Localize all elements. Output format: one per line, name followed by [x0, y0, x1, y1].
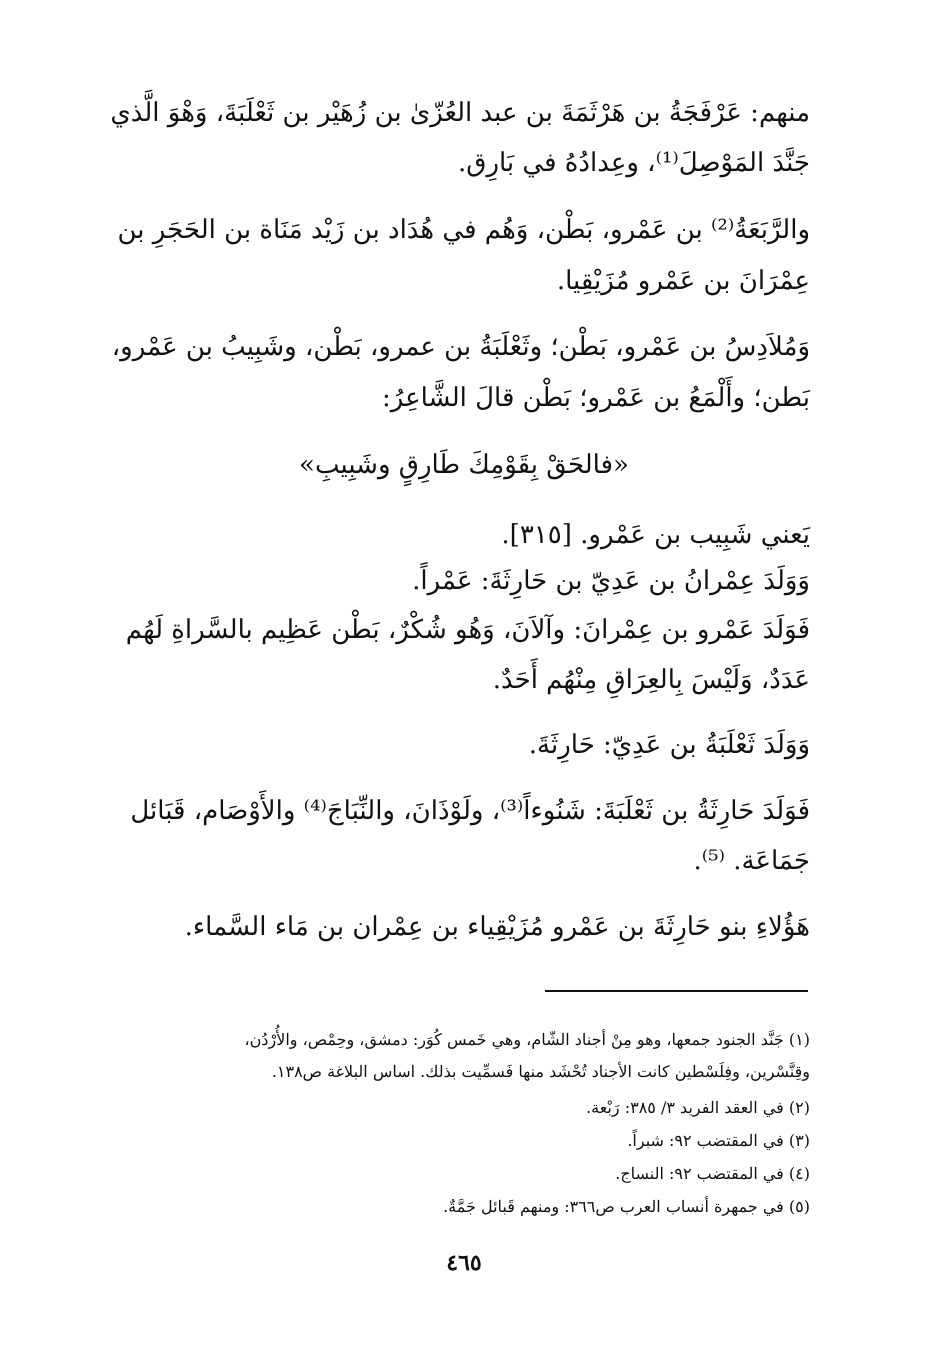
text-line-12: وَوَلَدَ ثَعْلَبَةُ بن عَدِيّ: حَارِثَةَ. — [528, 730, 810, 760]
text-line-6: بَطن؛ وأَلْمَعُ بن عَمْرو؛ بَطْن قالَ الشَّاعِرُ: — [382, 383, 810, 413]
footnote-1: (١) جَنَّد الجنود جمعها، وهو مِنْ أجناد الشّام، وهي خَمس كُوَر: دمشق، وحِمْص، والأُرْدُن، — [244, 1030, 810, 1049]
text-line-9: وَوَلَدَ عِمْرانُ بن عَدِيّ بن حَارِثَةَ: عَمْراً. — [412, 566, 810, 596]
text-line-15: هَؤُلاءِ بنو حَارِثَةَ بن عَمْرو مُزَيْقِياء بن عِمْران بن مَاء السَّماء. — [184, 912, 810, 942]
footnote-5: (٥) في جمهرة أنساب العرب ص٣٦٦: ومنهم قَبائل جَمَّةٌ. — [443, 1197, 810, 1216]
verse-line: «فالحَقْ بِقَوْمِكَ طَارِقٍ وشَبِيبِ» — [299, 450, 629, 480]
text-line-2: جَنَّدَ المَوْصِلَ⁽¹⁾، وعِدادُهُ في بَارِق. — [458, 148, 810, 178]
text-line-8: يَعني شَبِيب بن عَمْرو. [٣١٥]. — [501, 520, 810, 550]
footnote-divider — [545, 990, 808, 992]
page-number: ٤٦٥ — [446, 1250, 482, 1276]
text-line-13: فَوَلَدَ حَارِثَةُ بن ثَعْلَبَةَ: شَنُوءاً⁽³⁾، ولَوْذَانَ، والنِّبَاجَ⁽⁴⁾ والأَوْصَام، قَبَائل — [130, 796, 810, 826]
text-line-3: والرَّبَعَةُ⁽²⁾ بن عَمْرو، بَطْن، وَهُم في هُدَاد بن زَيْد مَنَاة بن الحَجَرِ بن — [117, 215, 810, 245]
text-line-1: منهم: عَرْفَجَةُ بن هَرْثَمَةَ بن عبد العُزّىٰ بن زُهَيْر بن ثَعْلَبَةَ، وَهْوَ الَّذي — [110, 98, 810, 128]
footnote-3: (٣) في المقتضب ٩٢: شبراً. — [627, 1131, 810, 1150]
text-line-14: جَمَاعَة. ⁽⁵⁾. — [693, 846, 810, 876]
footnote-1-cont: وقِنَّسْرين، وفِلَسْطين كانت الأجناد تُحْشَد منها فَسمِّيت بذلك. اساس البلاغة ص١٣٨. — [271, 1062, 810, 1081]
footnote-2: (٢) في العقد الفريد ٣/ ٣٨٥: رَبْعة. — [586, 1098, 810, 1117]
footnote-4: (٤) في المقتضب ٩٢: النساج. — [615, 1164, 810, 1183]
text-line-10: فَوَلَدَ عَمْرو بن عِمْرانَ: وآلاَنَ، وَهُو شُكْرٌ، بَطْن عَظِيم بالسَّراةِ لَهُم — [125, 615, 810, 645]
text-line-5: وَمُلاَدِسُ بن عَمْرو، بَطْن؛ وثَعْلَبَةُ بن عمرو، بَطْن، وشَبِيبُ بن عَمْرو، — [111, 332, 810, 362]
text-line-4: عِمْرَانَ بن عَمْرو مُزَيْقِيا. — [556, 266, 810, 296]
text-line-11: عَدَدٌ، وَلَيْسَ بِالعِرَاقِ مِنْهُم أَحَدٌ. — [492, 665, 810, 695]
